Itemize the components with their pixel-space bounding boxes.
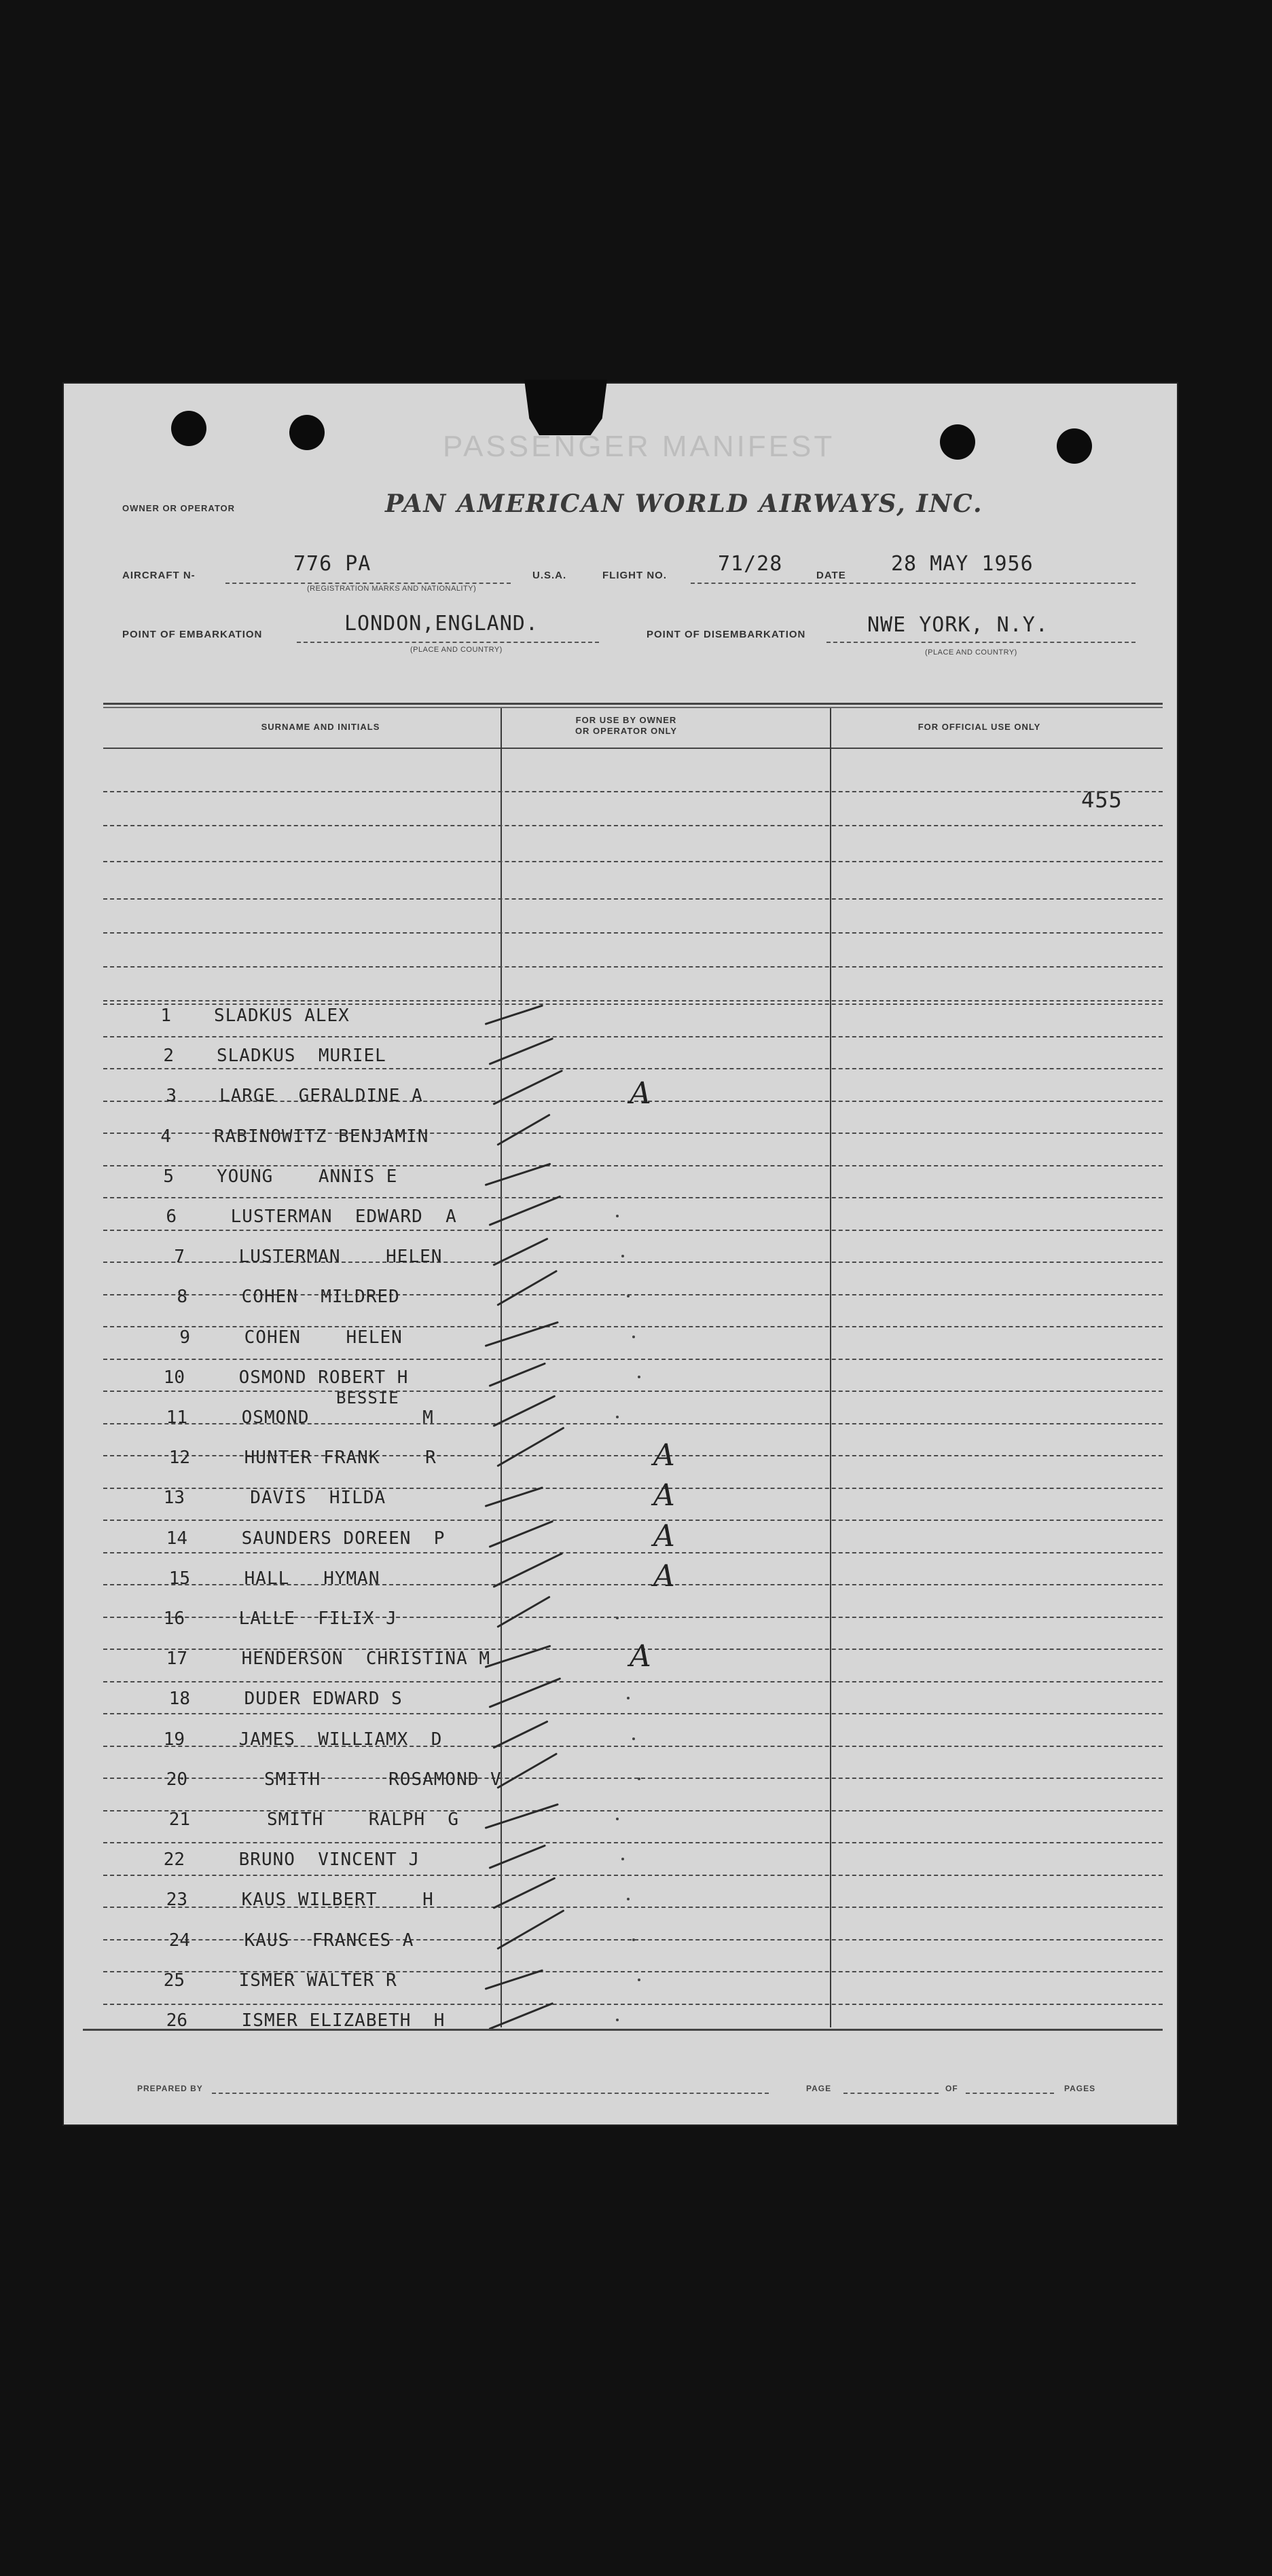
passenger-name: DUDER EDWARD S xyxy=(233,1689,403,1710)
check-mark xyxy=(485,1162,551,1185)
header-bottom-rule xyxy=(103,748,1163,749)
footer-pages: PAGES xyxy=(1064,2084,1096,2093)
passenger-name: COHEN HELEN xyxy=(233,1327,403,1348)
check-mark xyxy=(496,1270,558,1307)
check-mark xyxy=(485,1803,559,1829)
passenger-name: LUSTERMAN HELEN xyxy=(228,1247,443,1268)
table-bottom-rule xyxy=(83,2029,1163,2031)
annotation-mark: A xyxy=(630,1639,651,1674)
row-rule xyxy=(103,791,1163,792)
check-mark xyxy=(488,1362,546,1386)
punch-hole xyxy=(171,411,206,446)
footer-of-line xyxy=(966,2093,1054,2094)
date-underline xyxy=(864,583,1135,584)
passenger-number: 11 xyxy=(166,1407,187,1428)
check-mark xyxy=(488,1845,546,1869)
passenger-name: HENDERSON CHRISTINA M xyxy=(230,1649,491,1670)
passenger-name: LARGE GERALDINE A xyxy=(219,1086,423,1107)
passenger-name: JAMES WILLIAMX D xyxy=(228,1729,443,1750)
passenger-number: 6 xyxy=(166,1207,177,1227)
passenger-number: 4 xyxy=(160,1126,171,1147)
pencil-dot xyxy=(616,1416,619,1418)
passenger-number: 10 xyxy=(163,1367,185,1388)
annotation-mark: A xyxy=(653,1518,675,1553)
row-rule xyxy=(103,1713,1163,1714)
pencil-dot xyxy=(638,1778,640,1780)
col-divider-2 xyxy=(830,708,831,2027)
col-surname: SURNAME AND INITIALS xyxy=(261,722,380,732)
passenger-number: 9 xyxy=(179,1327,190,1348)
passenger-number: 26 xyxy=(166,2010,187,2031)
passenger-name: KAUS FRANCES A xyxy=(233,1930,414,1951)
passenger-name: SMITH RALPH G xyxy=(233,1809,460,1830)
pencil-dot xyxy=(632,1938,635,1941)
annotation-mark: A xyxy=(653,1558,675,1594)
pencil-dot xyxy=(616,1818,619,1820)
disembark-underline xyxy=(826,642,1135,643)
flight-value: 71/28 xyxy=(718,552,783,576)
passenger-name: BRUNO VINCENT J xyxy=(228,1850,420,1871)
pencil-dot xyxy=(621,1255,624,1257)
passenger-name: ISMER ELIZABETH H xyxy=(230,2010,446,2031)
passenger-number: 17 xyxy=(166,1649,187,1670)
row-rule xyxy=(103,1842,1163,1843)
passenger-name: HUNTER FRANK R xyxy=(233,1448,437,1469)
pencil-dot xyxy=(621,1858,624,1860)
embark-label: POINT OF EMBARKATION xyxy=(122,629,263,640)
check-mark xyxy=(488,1520,553,1547)
passenger-name: KAUS WILBERT H xyxy=(230,1890,434,1911)
annotation-mark: A xyxy=(653,1438,675,1473)
passenger-name: OSMOND ROBERT H xyxy=(228,1367,409,1388)
passenger-name: OSMOND M xyxy=(230,1407,434,1428)
aircraft-value: 776 PA xyxy=(293,552,371,576)
row-rule xyxy=(103,932,1163,934)
row-rule xyxy=(103,2004,1163,2005)
row-rule xyxy=(103,1230,1163,1231)
check-mark xyxy=(492,1552,563,1588)
row-rule xyxy=(103,966,1163,968)
pencil-dot xyxy=(632,1336,635,1338)
check-mark xyxy=(496,1114,550,1146)
passenger-number: 25 xyxy=(163,1970,185,1991)
pencil-dot xyxy=(616,1215,619,1217)
passenger-name: DAVIS HILDA xyxy=(228,1488,386,1509)
passenger-name: COHEN MILDRED xyxy=(230,1287,400,1308)
punch-hole xyxy=(1057,428,1092,464)
pencil-dot xyxy=(616,1617,619,1619)
row-rule xyxy=(103,1197,1163,1198)
footer-page-line xyxy=(843,2093,939,2094)
row-rule xyxy=(103,1681,1163,1682)
passenger-name: SAUNDERS DOREEN P xyxy=(230,1528,446,1549)
passenger-number: 21 xyxy=(168,1809,190,1830)
row-rule xyxy=(103,1068,1163,1069)
passenger-number: 8 xyxy=(177,1287,187,1308)
row-rule xyxy=(103,898,1163,900)
check-mark xyxy=(488,1037,553,1065)
pencil-dot xyxy=(616,2019,619,2021)
check-mark xyxy=(488,2002,553,2030)
aircraft-label: AIRCRAFT N- xyxy=(122,570,196,581)
passenger-name: SLADKUS MURIEL xyxy=(217,1046,386,1067)
passenger-number: 7 xyxy=(174,1247,185,1268)
footer-of: OF xyxy=(945,2084,958,2093)
check-mark xyxy=(496,1909,564,1950)
passenger-number: 22 xyxy=(163,1850,185,1871)
row-rule xyxy=(103,1875,1163,1876)
passenger-number: 3 xyxy=(166,1086,177,1107)
check-mark xyxy=(492,1877,556,1909)
disembark-value: NWE YORK, N.Y. xyxy=(867,613,1049,637)
passenger-name: ISMER WALTER R xyxy=(228,1970,397,1991)
check-mark xyxy=(488,1678,561,1708)
passenger-number: 16 xyxy=(163,1608,185,1629)
usa-label: U.S.A. xyxy=(532,570,567,581)
disembark-sub: (PLACE AND COUNTRY) xyxy=(925,648,1017,657)
passenger-number: 12 xyxy=(168,1448,190,1469)
passenger-name: SLADKUS ALEX xyxy=(214,1006,350,1026)
flight-label: FLIGHT NO. xyxy=(602,570,667,581)
check-mark xyxy=(488,1195,561,1226)
binder-tab xyxy=(524,380,607,435)
passenger-number: 24 xyxy=(168,1930,190,1951)
col-owner-use: FOR USE BY OWNER OR OPERATOR ONLY xyxy=(575,715,678,736)
row-rule xyxy=(103,1391,1163,1392)
passenger-number: 19 xyxy=(163,1729,185,1750)
check-mark xyxy=(485,1321,559,1346)
col-official: FOR OFFICIAL USE ONLY xyxy=(917,722,1041,732)
aircraft-underline xyxy=(225,583,511,584)
row-rule xyxy=(103,1520,1163,1521)
passenger-name: HALL HYMAN xyxy=(233,1568,380,1589)
footer-prepared: PREPARED BY xyxy=(137,2084,203,2093)
pencil-dot xyxy=(638,1376,640,1378)
row-rule xyxy=(103,1004,1163,1005)
official-number: 455 xyxy=(1081,787,1123,813)
check-mark xyxy=(496,1427,564,1467)
passenger-name: LALLE FILIX J xyxy=(228,1608,397,1629)
passenger-number: 15 xyxy=(168,1568,190,1589)
check-mark xyxy=(496,1596,550,1628)
passenger-name: RABINOWITZ BENJAMIN xyxy=(214,1126,429,1147)
passenger-note: BESSIE xyxy=(336,1388,399,1407)
check-mark xyxy=(496,1752,558,1789)
manifest-sheet xyxy=(62,382,1178,2126)
pencil-dot xyxy=(638,1979,640,1981)
embark-underline xyxy=(297,642,599,643)
row-rule xyxy=(103,825,1163,826)
date-value: 28 MAY 1956 xyxy=(891,552,1034,576)
annotation-mark: A xyxy=(653,1478,675,1513)
passenger-number: 13 xyxy=(163,1488,185,1509)
owner-value: PAN AMERICAN WORLD AIRWAYS, INC. xyxy=(385,490,983,518)
passenger-name: YOUNG ANNIS E xyxy=(217,1166,398,1187)
owner-label: OWNER OR OPERATOR xyxy=(122,503,236,513)
passenger-name: LUSTERMAN EDWARD A xyxy=(219,1207,457,1227)
col-divider-1 xyxy=(501,708,502,2027)
embark-value: LONDON,ENGLAND. xyxy=(344,612,539,636)
pencil-dot xyxy=(627,1295,630,1298)
punch-hole xyxy=(940,424,975,460)
passenger-number: 18 xyxy=(168,1689,190,1710)
table-top-rule-2 xyxy=(103,707,1163,708)
passenger-name: SMITH ROSAMOND V xyxy=(230,1769,502,1790)
annotation-mark: A xyxy=(630,1076,651,1111)
flight-underline xyxy=(691,583,867,584)
row-rule xyxy=(103,1359,1163,1360)
disembark-label: POINT OF DISEMBARKATION xyxy=(647,629,806,640)
row-rule xyxy=(103,1000,1163,1001)
passenger-number: 14 xyxy=(166,1528,187,1549)
form-title: PASSENGER MANIFEST xyxy=(443,430,835,463)
table-top-rule xyxy=(103,703,1163,705)
passenger-number: 20 xyxy=(166,1769,187,1790)
embark-sub: (PLACE AND COUNTRY) xyxy=(410,646,503,654)
passenger-number: 2 xyxy=(163,1046,174,1067)
passenger-number: 23 xyxy=(166,1890,187,1911)
passenger-number: 1 xyxy=(160,1006,171,1026)
row-rule xyxy=(103,1552,1163,1553)
pencil-dot xyxy=(627,1697,630,1699)
passenger-number: 5 xyxy=(163,1166,174,1187)
check-mark xyxy=(485,1004,544,1025)
footer-page: PAGE xyxy=(806,2084,832,2093)
check-mark xyxy=(485,1487,544,1508)
row-rule xyxy=(103,861,1163,862)
pencil-dot xyxy=(632,1737,635,1740)
punch-hole xyxy=(289,415,325,450)
footer-prepared-line xyxy=(212,2093,769,2094)
row-rule xyxy=(103,1036,1163,1037)
date-label: DATE xyxy=(816,570,846,581)
pencil-dot xyxy=(627,1898,630,1900)
aircraft-sub: (REGISTRATION MARKS AND NATIONALITY) xyxy=(307,585,477,593)
